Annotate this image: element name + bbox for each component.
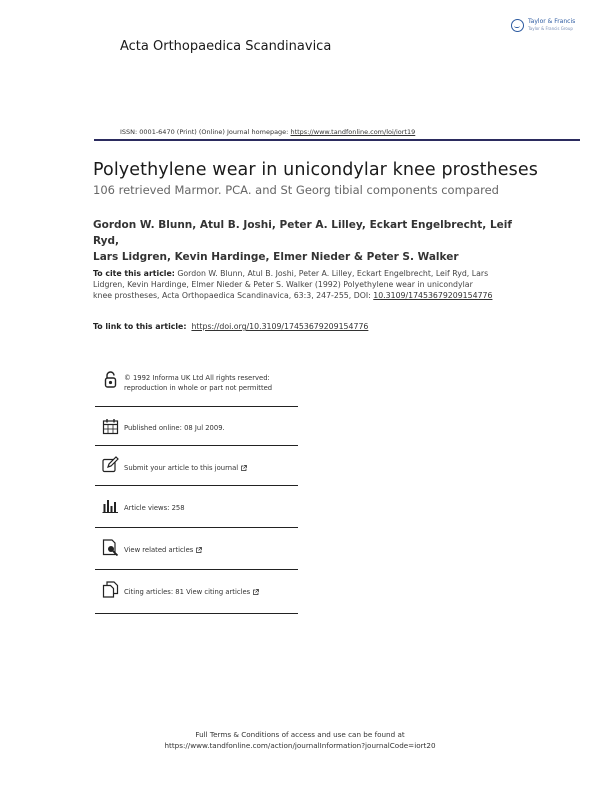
article-subtitle: 106 retrieved Marmor. PCA. and St Georg tibial components compared (93, 183, 499, 197)
published-date: Published online: 08 Jul 2009. (124, 424, 225, 432)
citation-text: Gordon W. Blunn, Atul B. Joshi, Peter A. Lilley, Eckart Engelbrecht, Leif Ryd, Lars Lidgren, Kevin Hardinge, Elmer Nieder & Peter S. Walker (1992) Polyethylene wear in unicondylar knee prostheses, Acta Orthopaedica Scandinavica, 63:3, 247-255, DOI: (93, 269, 489, 301)
citing-articles-link[interactable]: Citing articles: 81 View citing articles (124, 588, 251, 596)
link-label: To link to this article: (93, 322, 187, 331)
publisher-logo-icon (511, 19, 524, 32)
copyright-line-2: reproduction in whole or part not permitted (124, 383, 273, 392)
footer-terms: Full Terms & Conditions of access and use can be found at (195, 730, 405, 739)
citing-documents-icon (102, 581, 119, 598)
bar-chart-icon (102, 497, 119, 514)
external-link-icon (196, 547, 202, 553)
issn-text: ISSN: 0001-6470 (Print) (Online) Journal homepage: (120, 128, 291, 136)
views-row (95, 486, 298, 528)
external-link-icon (253, 589, 259, 595)
related-row[interactable] (95, 528, 298, 570)
footer (0, 729, 600, 751)
journal-name: Acta Orthopaedica Scandinavica (120, 39, 332, 54)
publisher-logo[interactable] (511, 18, 583, 38)
submit-article-link[interactable]: Submit your article to this journal (124, 464, 239, 472)
calendar-icon (102, 418, 119, 435)
publisher-logo-sub: Taylor & Francis Group (528, 26, 573, 31)
open-access-lock-icon (102, 371, 119, 388)
authors-line-1: Gordon W. Blunn, Atul B. Joshi, Peter A. Lilley, Eckart Engelbrecht, Leif Ryd, (93, 219, 512, 247)
edit-icon (102, 456, 119, 473)
footer-terms-link[interactable]: https://www.tandfonline.com/action/journalInformation?journalCode=iort20 (164, 741, 436, 750)
submit-row[interactable] (95, 446, 298, 486)
related-search-icon (102, 539, 119, 556)
article-authors (93, 217, 513, 265)
citation-block (93, 268, 493, 302)
article-views: Article views: 258 (124, 504, 185, 512)
related-articles-link[interactable]: View related articles (124, 546, 194, 554)
authors-line-2: Lars Lidgren, Kevin Hardinge, Elmer Nieder & Peter S. Walker (93, 251, 459, 263)
citing-row[interactable] (95, 570, 298, 614)
citation-label: To cite this article: (93, 269, 175, 278)
article-doi-link[interactable]: https://doi.org/10.3109/17453679209154776 (191, 322, 369, 331)
published-row (95, 407, 298, 446)
header-divider (94, 139, 580, 141)
article-link-line (93, 322, 368, 331)
copyright-row (95, 362, 298, 407)
publisher-logo-text: Taylor & Francis (528, 18, 576, 25)
citation-doi-link[interactable]: 10.3109/17453679209154776 (373, 291, 493, 301)
copyright-line-1: © 1992 Informa UK Ltd All rights reserved: (124, 374, 270, 382)
journal-homepage-link[interactable]: https://www.tandfonline.com/loi/iort19 (290, 128, 416, 136)
article-title: Polyethylene wear in unicondylar knee prostheses (93, 160, 538, 180)
external-link-icon (241, 465, 247, 471)
issn-line (120, 128, 415, 136)
article-info-panel (95, 362, 298, 614)
